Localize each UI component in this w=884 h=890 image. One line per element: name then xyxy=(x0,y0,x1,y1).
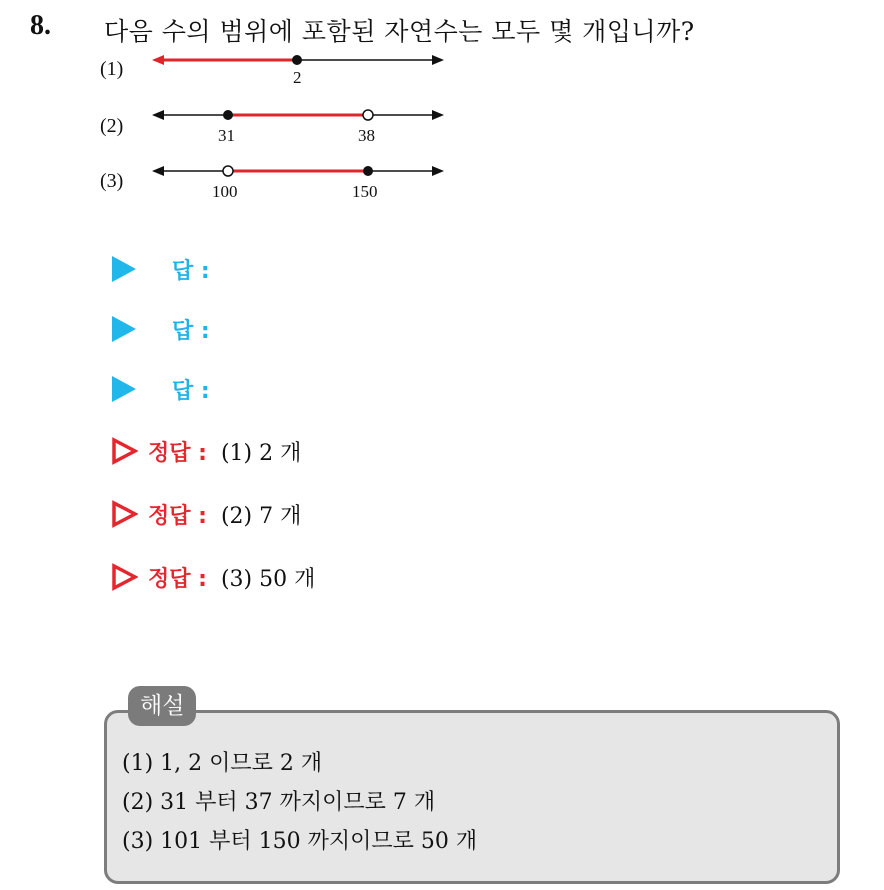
left-arrow-1 xyxy=(152,55,164,65)
answer-row-2[interactable] xyxy=(112,314,210,344)
play-triangle-icon xyxy=(112,316,136,342)
number-line-2 xyxy=(152,110,444,145)
tick-label-38: 38 xyxy=(358,126,375,145)
left-arrow-3 xyxy=(152,166,164,176)
open-point-2 xyxy=(363,110,373,120)
closed-point-1 xyxy=(292,55,302,65)
outline-triangle-icon xyxy=(110,563,138,591)
answer-label: 답 : xyxy=(172,319,210,344)
solution-value-3: (3) 50 개 xyxy=(220,566,316,592)
solution-row-3 xyxy=(110,560,315,594)
solution-label: 정답 : xyxy=(148,440,207,466)
outline-triangle-icon xyxy=(110,500,138,528)
explanation-title: 해설 xyxy=(128,686,196,726)
tick-label-31: 31 xyxy=(218,126,235,145)
question-number: 8. xyxy=(30,10,51,41)
solution-row-2 xyxy=(110,497,301,531)
answer-row-1[interactable] xyxy=(112,254,210,284)
number-line-3 xyxy=(152,166,444,201)
play-triangle-icon xyxy=(112,256,136,282)
answer-label: 답 : xyxy=(172,379,210,404)
closed-point-3 xyxy=(363,166,373,176)
play-triangle-icon xyxy=(112,376,136,402)
solution-row-1 xyxy=(110,434,301,468)
answer-label: 답 : xyxy=(172,259,210,284)
right-arrow-1 xyxy=(432,55,444,65)
answer-row-3[interactable] xyxy=(112,374,210,404)
part-label-2: (2) xyxy=(100,115,124,137)
right-arrow-3 xyxy=(432,166,444,176)
solution-label: 정답 : xyxy=(148,566,207,592)
number-lines-figure xyxy=(140,45,460,205)
open-point-3 xyxy=(223,166,233,176)
explanation-line-3: (3) 101 부터 150 까지이므로 50 개 xyxy=(122,829,478,854)
explanation-line-1: (1) 1, 2 이므로 2 개 xyxy=(122,751,323,776)
tick-label-150: 150 xyxy=(352,182,378,201)
solution-value-2: (2) 7 개 xyxy=(220,503,302,529)
solution-value-1: (1) 2 개 xyxy=(220,440,302,466)
tick-label-100: 100 xyxy=(212,182,238,201)
outline-triangle-icon xyxy=(110,437,138,465)
part-label-3: (3) xyxy=(100,170,124,192)
closed-point-2 xyxy=(223,110,233,120)
solution-label: 정답 : xyxy=(148,503,207,529)
part-label-1: (1) xyxy=(100,58,124,80)
right-arrow-2 xyxy=(432,110,444,120)
tick-label-2: 2 xyxy=(293,68,302,87)
left-arrow-2 xyxy=(152,110,164,120)
explanation-line-2: (2) 31 부터 37 까지이므로 7 개 xyxy=(122,790,436,815)
number-line-1 xyxy=(152,55,444,87)
question-text: 다음 수의 범위에 포함된 자연수는 모두 몇 개입니까? xyxy=(104,17,695,46)
